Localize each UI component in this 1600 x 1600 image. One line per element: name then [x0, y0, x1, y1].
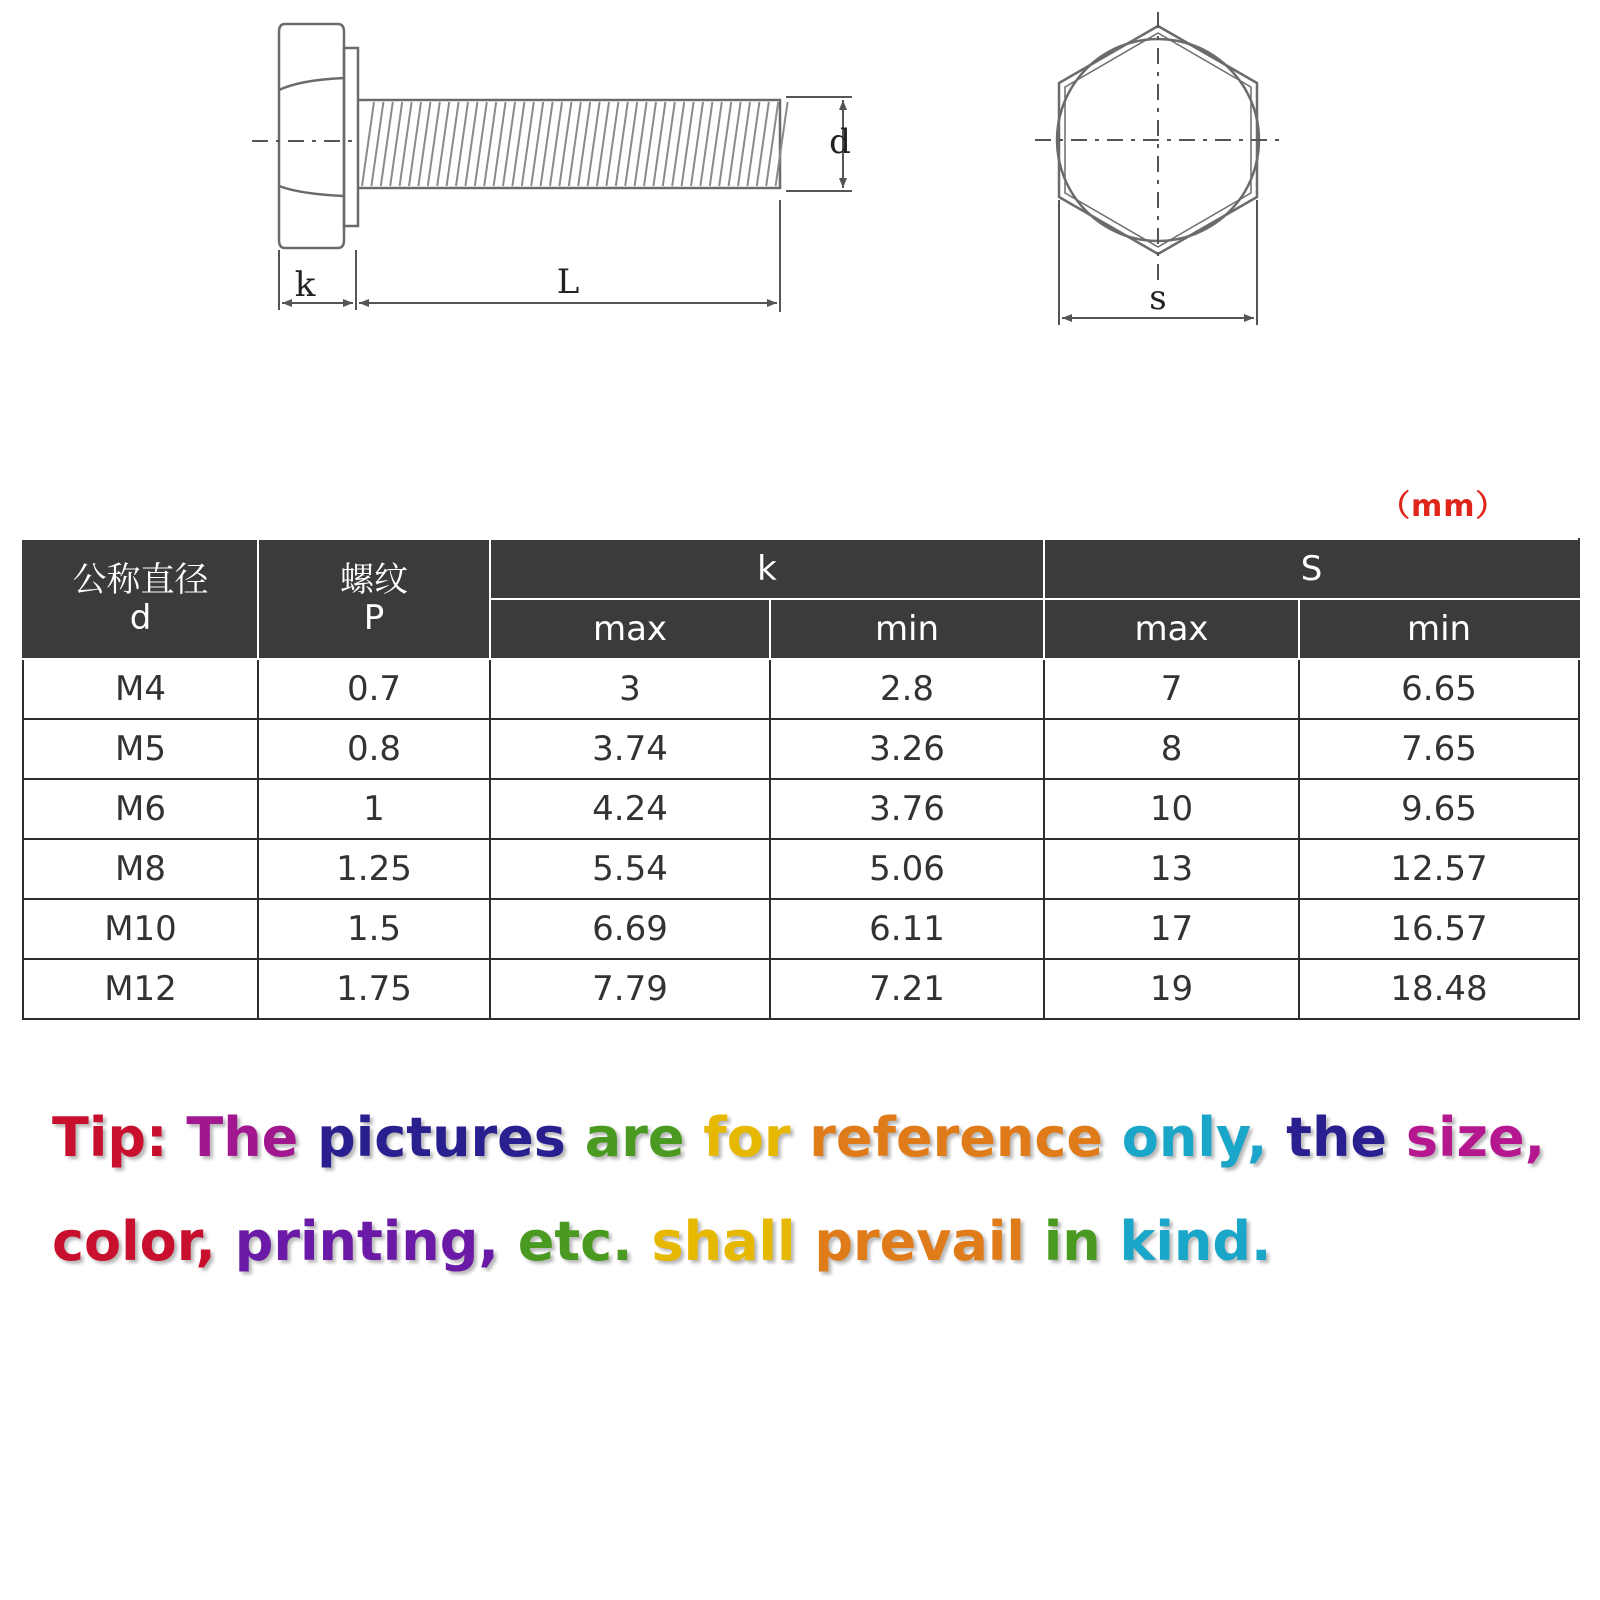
cell-p: 1.25 [258, 839, 490, 899]
cell-s-max: 8 [1044, 719, 1299, 779]
table-row [23, 959, 1579, 1019]
cell-s-min: 9.65 [1299, 779, 1579, 839]
cell-s-min: 6.65 [1299, 659, 1579, 719]
cell-p: 1.75 [258, 959, 490, 1019]
cell-s-max: 13 [1044, 839, 1299, 899]
label-s: s [1149, 278, 1167, 318]
header-row-1 [23, 539, 1579, 599]
cell-s-max: 10 [1044, 779, 1299, 839]
label-k: k [294, 265, 316, 305]
cell-k-min: 3.76 [770, 779, 1044, 839]
cell-p: 1 [258, 779, 490, 839]
cell-s-min: 12.57 [1299, 839, 1579, 899]
tip-word: printing, [234, 1210, 518, 1273]
table-row [23, 659, 1579, 719]
table-row [23, 839, 1579, 899]
tip-text [52, 1086, 1546, 1294]
cell-d: M8 [23, 839, 258, 899]
cell-d: M10 [23, 899, 258, 959]
header-text: 螺纹 [340, 560, 408, 600]
header-text: d [129, 598, 152, 638]
cell-k-max: 4.24 [490, 779, 770, 839]
header-thread [258, 539, 490, 659]
tip-word: only, [1121, 1106, 1287, 1169]
label-L: L [556, 262, 580, 302]
table-row [23, 719, 1579, 779]
cell-k-max: 6.69 [490, 899, 770, 959]
header-text: P [363, 598, 385, 638]
cell-s-max: 7 [1044, 659, 1299, 719]
tip-word: etc. [517, 1210, 652, 1273]
header-nominal-diameter [23, 539, 258, 659]
tip-word: The [186, 1106, 318, 1169]
center-lines [1035, 12, 1280, 282]
bolt-head-facet [279, 186, 344, 196]
unit-label: （mm） [1380, 489, 1507, 524]
tip-word: size, [1405, 1106, 1546, 1169]
table-row [23, 779, 1579, 839]
spec-table [22, 538, 1580, 1020]
tip-word: for [703, 1106, 810, 1169]
tip-word: shall [651, 1210, 815, 1273]
thread-lines [362, 102, 788, 186]
cell-s-max: 17 [1044, 899, 1299, 959]
cell-d: M4 [23, 659, 258, 719]
tip-word: kind. [1119, 1210, 1272, 1273]
cell-d: M12 [23, 959, 258, 1019]
side-view [252, 24, 852, 312]
cell-k-min: 5.06 [770, 839, 1044, 899]
tip-word: in [1043, 1210, 1120, 1273]
cell-s-max: 19 [1044, 959, 1299, 1019]
cell-k-max: 3 [490, 659, 770, 719]
cell-s-min: 7.65 [1299, 719, 1579, 779]
tip-word: color, [52, 1210, 235, 1273]
tip-word: Tip: [52, 1106, 187, 1169]
cell-k-max: 3.74 [490, 719, 770, 779]
cell-k-min: 7.21 [770, 959, 1044, 1019]
table-row [23, 899, 1579, 959]
cell-k-min: 6.11 [770, 899, 1044, 959]
header-s-max: max [1044, 599, 1299, 659]
header-k-max: max [490, 599, 770, 659]
cell-p: 1.5 [258, 899, 490, 959]
cell-s-min: 18.48 [1299, 959, 1579, 1019]
cell-k-max: 7.79 [490, 959, 770, 1019]
tip-word: reference [809, 1106, 1122, 1169]
bolt-head-side [279, 24, 344, 248]
bolt-head-facet [279, 78, 344, 90]
bolt-drawing [0, 0, 1600, 340]
tip-word: are [584, 1106, 704, 1169]
header-s-min: min [1299, 599, 1579, 659]
cell-s-min: 16.57 [1299, 899, 1579, 959]
cell-p: 0.7 [258, 659, 490, 719]
label-d: d [829, 122, 851, 162]
bolt-washer-face [344, 48, 358, 226]
cell-d: M5 [23, 719, 258, 779]
cell-k-min: 3.26 [770, 719, 1044, 779]
cell-d: M6 [23, 779, 258, 839]
header-text: 公称直径 [72, 560, 209, 600]
header-k-group: k [490, 539, 1044, 599]
cell-k-max: 5.54 [490, 839, 770, 899]
cell-p: 0.8 [258, 719, 490, 779]
header-s-group: S [1044, 539, 1579, 599]
tip-word: pictures [317, 1106, 585, 1169]
tip-word: the [1286, 1106, 1406, 1169]
tip-word: prevail [814, 1210, 1044, 1273]
header-k-min: min [770, 599, 1044, 659]
cell-k-min: 2.8 [770, 659, 1044, 719]
